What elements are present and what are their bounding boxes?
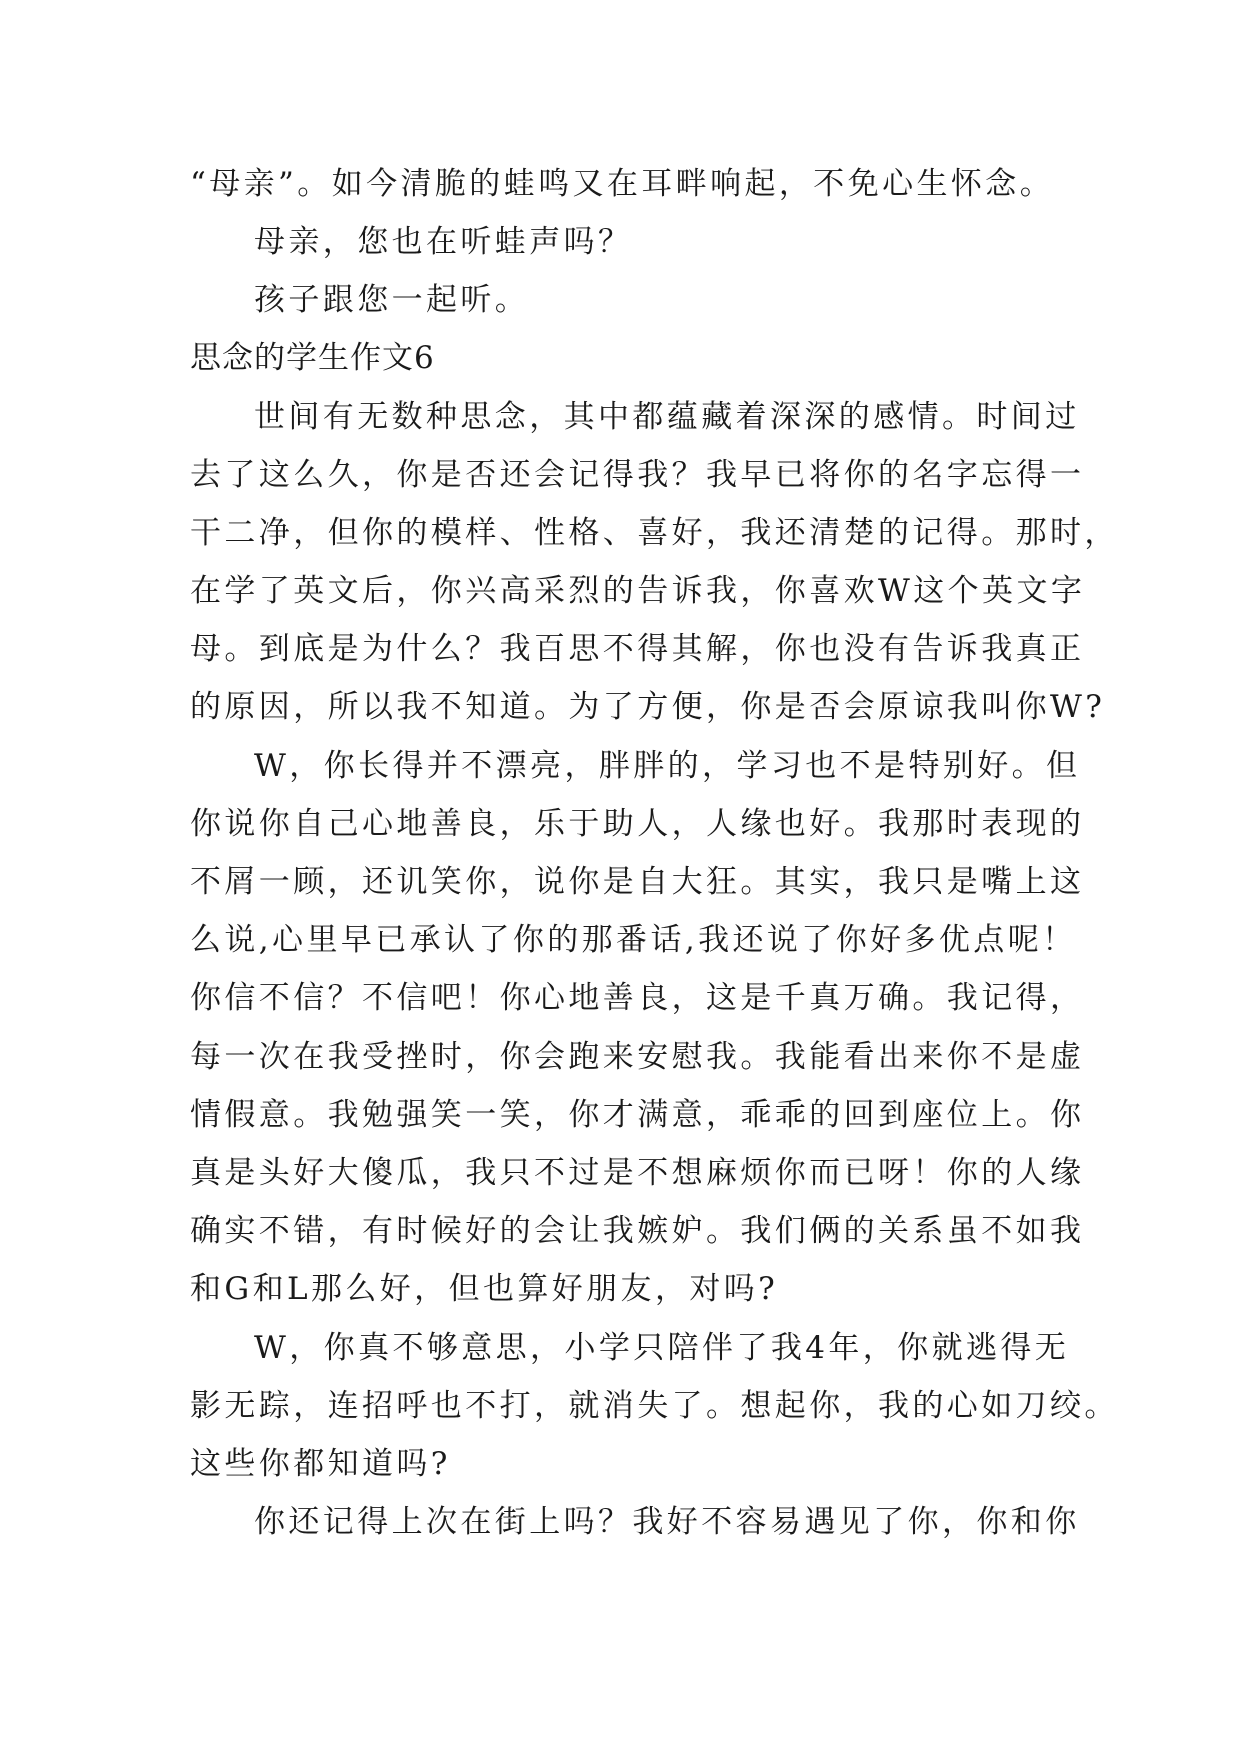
section-heading: 思念的学生作文6 <box>190 340 435 376</box>
text-line: 确实不错，有时候好的会让我嫉妒。我们俩的关系虽不如我 <box>190 1213 1085 1249</box>
text-line: W，你长得并不漂亮，胖胖的，学习也不是特别好。但 <box>254 748 1081 784</box>
text-line: W，你真不够意思，小学只陪伴了我4年，你就逃得无 <box>254 1330 1070 1366</box>
text-line: 在学了英文后，你兴高采烈的告诉我，你喜欢W这个英文字 <box>190 573 1086 609</box>
text-line: “母亲”。如今清脆的蛙鸣又在耳畔响起，不免心生怀念。 <box>190 166 1055 202</box>
text-line: 母。到底是为什么？我百思不得其解，你也没有告诉我真正 <box>190 631 1085 667</box>
text-line: 的原因，所以我不知道。为了方便，你是否会原谅我叫你W? <box>190 689 1106 725</box>
text-line: 每一次在我受挫时，你会跑来安慰我。我能看出来你不是虚 <box>190 1039 1085 1075</box>
text-line: 孩子跟您一起听。 <box>254 282 530 318</box>
text-line: 干二净，但你的模样、性格、喜好，我还清楚的记得。那时， <box>190 515 1119 551</box>
text-line: 不屑一顾，还讥笑你，说你是自大狂。其实，我只是嘴上这 <box>190 864 1085 900</box>
text-line: 你还记得上次在街上吗？我好不容易遇见了你，你和你 <box>254 1504 1080 1540</box>
text-line: 去了这么久，你是否还会记得我？我早已将你的名字忘得一 <box>190 457 1085 493</box>
text-line: 这些你都知道吗? <box>190 1446 451 1482</box>
text-line: 你信不信？不信吧！你心地善良，这是千真万确。我记得， <box>190 980 1085 1016</box>
text-line: 么说,心里早已承认了你的那番话,我还说了你好多优点呢！ <box>190 922 1077 958</box>
text-line: 影无踪，连招呼也不打，就消失了。想起你，我的心如刀绞。 <box>190 1388 1119 1424</box>
text-line: 你说你自己心地善良，乐于助人，人缘也好。我那时表现的 <box>190 806 1085 842</box>
text-line: 母亲，您也在听蛙声吗？ <box>254 224 633 260</box>
text-line: 真是头好大傻瓜，我只不过是不想麻烦你而已呀！你的人缘 <box>190 1155 1085 1191</box>
text-line: 和G和L那么好，但也算好朋友，对吗? <box>190 1271 779 1307</box>
text-line: 情假意。我勉强笑一笑，你才满意，乖乖的回到座位上。你 <box>190 1097 1085 1133</box>
text-line: 世间有无数种思念，其中都蕴藏着深深的感情。时间过 <box>254 399 1080 435</box>
